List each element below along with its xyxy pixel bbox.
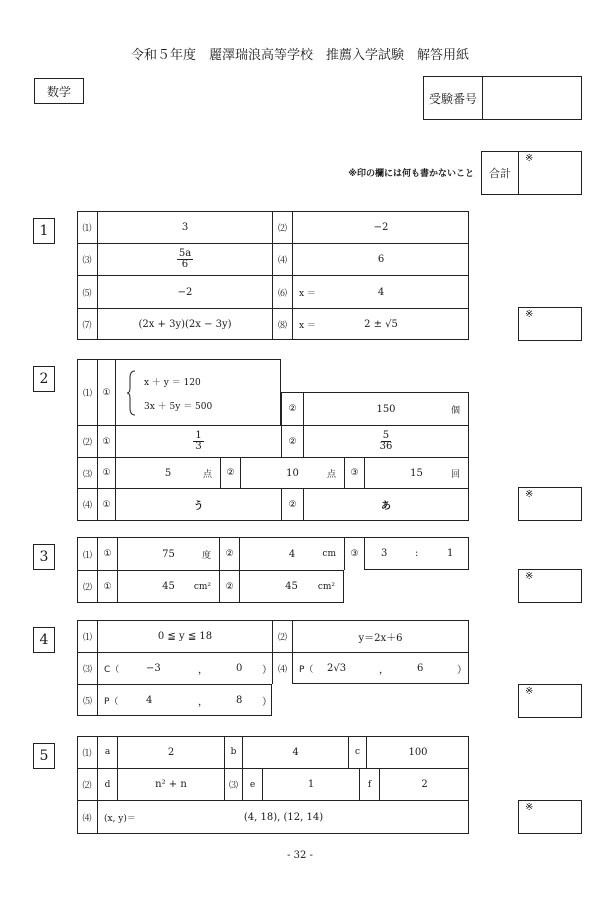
point-p-label: P（ <box>104 696 119 707</box>
item-label: ⑵ <box>272 211 292 243</box>
unit-label: cm² <box>317 581 335 592</box>
no-write-note: ※印の欄には何も書かないこと <box>348 169 474 179</box>
sub-label: ② <box>219 570 239 603</box>
section-4-number-text: 4 <box>39 632 49 648</box>
brace-icon <box>126 370 136 416</box>
score-mark: ※ <box>525 802 534 813</box>
answer-1-3-numerator: 5a <box>178 247 192 259</box>
exam-number-label: 受験番号 <box>428 91 477 106</box>
answer-1-7: (2x + 3y)(2x − 3y) <box>97 308 272 340</box>
section-1-score-box <box>518 307 582 341</box>
variable-label: c <box>348 736 366 768</box>
score-mark: ※ <box>525 571 534 582</box>
section-1-number-text: 1 <box>39 223 49 239</box>
section-3-number <box>33 544 55 570</box>
section-2-score-box <box>518 487 582 521</box>
section-1-number <box>33 218 55 244</box>
unit-label: 回 <box>450 469 460 480</box>
answer-2-3-2 <box>240 457 344 488</box>
answer-2-4-2: あ <box>303 488 469 521</box>
variable-label: a <box>97 736 117 768</box>
answer-2-3-1 <box>115 457 220 488</box>
sub-label: ② <box>281 392 303 425</box>
page-number: - 32 - <box>287 850 313 861</box>
sub-label: ② <box>220 457 240 488</box>
unit-label: 点 <box>326 469 336 480</box>
answer-3-1-2-value: 4 <box>288 548 296 560</box>
answer-5-a: 2 <box>117 736 224 768</box>
item-label: ⑴ <box>82 748 92 759</box>
answer-1-6-value: 4 <box>377 286 385 298</box>
score-mark: ※ <box>525 153 534 164</box>
section-3-table <box>77 537 469 603</box>
answer-1-8 <box>292 308 469 340</box>
point-c-label: C（ <box>104 665 120 675</box>
sub-label: ① <box>97 359 115 425</box>
item-label: ⑸ <box>77 275 97 308</box>
sub-label: ① <box>97 537 117 570</box>
unit-label: 点 <box>202 469 212 480</box>
answer-1-3-denominator: 6 <box>181 259 189 270</box>
sub-label: ③ <box>344 457 364 488</box>
item-label: ⑶ <box>77 652 97 684</box>
point-p-y: 6 <box>417 662 424 674</box>
point-p-comma: ， <box>198 696 208 708</box>
variable-label: f <box>359 768 379 800</box>
section-5-number-text: 5 <box>39 748 49 764</box>
item-label: ⑶ <box>77 457 97 488</box>
answer-3-1-1 <box>117 537 219 570</box>
answer-5-c: 100 <box>366 736 469 768</box>
section-4-score-box <box>518 684 582 718</box>
item-label: ⑵ <box>77 425 97 457</box>
answer-5-4 <box>97 800 469 834</box>
answer-5-f: 2 <box>379 768 469 800</box>
answer-4-1: 0 ≦ y ≦ 18 <box>97 620 272 652</box>
answer-4-4 <box>292 652 469 684</box>
item-label: ⑴ <box>77 359 97 425</box>
variable-label: e <box>242 768 262 800</box>
sub-label: ① <box>97 425 115 457</box>
item-label: ⑹ <box>272 275 292 308</box>
point-c-comma: ， <box>198 665 208 676</box>
point-p-y: 8 <box>236 694 243 706</box>
section-2-number <box>33 366 55 392</box>
unit-label: cm² <box>193 581 211 592</box>
answer-1-4: 6 <box>292 243 469 275</box>
sub-label: ① <box>97 488 115 521</box>
answer-2-2-1-numerator: 1 <box>195 429 202 441</box>
sub-label: ② <box>281 488 303 521</box>
ratio-left: 3 <box>381 548 388 559</box>
x-equals-label: x ＝ <box>299 288 316 299</box>
answer-1-8-value: 2 ± √5 <box>364 319 398 330</box>
point-c-x: −3 <box>146 663 161 674</box>
point-p-close: ） <box>457 664 467 676</box>
answer-2-2-2 <box>303 425 469 457</box>
total-label: 合計 <box>489 167 511 180</box>
answer-5-b: 4 <box>242 736 348 768</box>
unit-label: 個 <box>450 405 460 416</box>
variable-label: d <box>97 768 117 800</box>
answer-3-2-2 <box>239 570 344 603</box>
answer-1-3 <box>97 243 272 275</box>
answer-2-4-1: う <box>115 488 281 521</box>
section-3-number-text: 3 <box>39 549 49 565</box>
answer-3-1-3 <box>364 537 469 570</box>
variable-label: b <box>224 736 242 768</box>
item-label: ⑵ <box>272 620 292 652</box>
answer-2-2-2-denominator: 36 <box>379 441 393 452</box>
unit-label: cm <box>322 549 336 559</box>
answer-2-3-3 <box>364 457 469 488</box>
point-p-x: 4 <box>146 694 153 706</box>
point-p-comma: ， <box>379 664 389 676</box>
answer-2-2-2-numerator: 5 <box>382 429 390 441</box>
section-2-table <box>77 359 469 521</box>
answer-5-d: n² + n <box>117 768 224 800</box>
score-mark: ※ <box>525 686 534 697</box>
section-5-table <box>77 736 469 834</box>
answer-2-1-1-system <box>115 359 281 425</box>
answer-5-e: 1 <box>262 768 359 800</box>
section-3-score-box <box>518 569 582 603</box>
section-1-table <box>77 211 469 340</box>
point-c-close: ） <box>262 665 272 676</box>
item-label: ⑵ <box>77 570 97 603</box>
sub-label: ① <box>97 570 117 603</box>
item-label: ⑺ <box>77 308 97 340</box>
sheet-title: 令和５年度 麗澤瑞浪高等学校 推薦入学試験 解答用紙 <box>130 48 469 63</box>
unit-label: 度 <box>201 550 211 561</box>
answer-2-3-2-value: 10 <box>286 467 299 479</box>
point-p-label: P（ <box>299 664 314 675</box>
item-label: ⑴ <box>82 223 92 234</box>
answer-1-6 <box>292 275 469 308</box>
answer-3-1-2 <box>239 537 344 570</box>
item-label: ⑷ <box>77 800 97 834</box>
item-label: ⑸ <box>77 684 97 716</box>
answer-3-2-2-value: 45 <box>285 581 298 592</box>
answer-2-3-1-value: 5 <box>164 467 172 479</box>
section-4-number <box>33 627 55 653</box>
item-label: ⑴ <box>77 537 97 570</box>
item-label: ⑴ <box>77 620 97 652</box>
section-5-score-box <box>518 800 582 834</box>
section-4-table <box>77 620 469 716</box>
item-label: ⑷ <box>272 243 292 275</box>
answer-4-3 <box>97 652 272 684</box>
answer-2-1-2 <box>303 392 469 425</box>
equation-2: 3x ＋ 5y ＝ 500 <box>144 402 213 412</box>
exam-number-label-box <box>423 76 483 120</box>
answer-4-2: y＝2x＋6 <box>292 620 469 652</box>
sub-label: ③ <box>344 537 364 570</box>
answer-3-2-1 <box>117 570 219 603</box>
exam-number-field[interactable] <box>482 76 582 120</box>
score-mark: ※ <box>525 489 534 500</box>
item-label: ⑷ <box>272 652 292 684</box>
item-label: ⑶ <box>77 243 97 275</box>
answer-2-1-2-value: 150 <box>376 403 396 415</box>
answer-1-1: 3 <box>97 211 272 243</box>
point-p-x: 2√3 <box>327 662 347 674</box>
answer-2-2-1 <box>115 425 281 457</box>
score-mark: ※ <box>525 309 534 320</box>
item-label: ⑶ <box>224 768 242 800</box>
subject-label: 数学 <box>46 84 71 99</box>
answer-2-2-1-denominator: 3 <box>195 441 202 452</box>
section-2-number-text: 2 <box>39 371 49 387</box>
item-label: ⑷ <box>77 488 97 521</box>
ratio-colon: : <box>415 548 419 559</box>
answer-1-5: −2 <box>97 275 272 308</box>
subject-box <box>34 78 84 104</box>
sub-label: ② <box>281 425 303 457</box>
total-score-field <box>518 151 582 195</box>
ratio-right: 1 <box>447 548 454 559</box>
answer-5-4-value: (4, 18), (12, 14) <box>243 812 324 823</box>
x-equals-label: x ＝ <box>299 321 316 331</box>
point-c-y: 0 <box>236 663 243 674</box>
answer-1-2: −2 <box>292 211 469 243</box>
xy-label: (x, y)＝ <box>104 814 136 824</box>
equation-1: x ＋ y ＝ 120 <box>144 378 201 388</box>
item-label: ⑵ <box>77 768 97 800</box>
answer-2-3-3-value: 15 <box>410 467 423 479</box>
sub-label: ② <box>219 537 239 570</box>
answer-4-5 <box>97 684 272 716</box>
answer-3-2-1-value: 45 <box>162 581 175 592</box>
point-p-close: ） <box>262 696 272 708</box>
section-5-number <box>33 743 55 769</box>
total-label-box <box>481 151 519 195</box>
answer-3-1-1-value: 75 <box>162 548 175 560</box>
item-label: ⑻ <box>272 308 292 340</box>
sub-label: ① <box>97 457 115 488</box>
